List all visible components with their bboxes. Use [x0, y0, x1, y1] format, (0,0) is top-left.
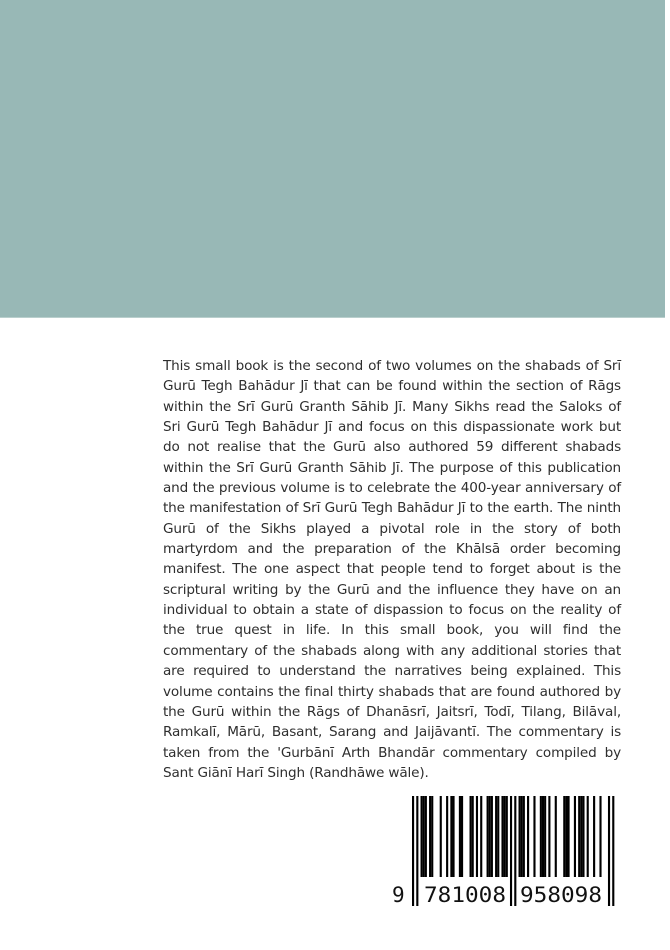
- back-cover-blurb: This small book is the second of two volumes on the shabads of Srī Gurū Tegh Bahādur Jī that can be found within the section of Rāgs within the Srī Gurū Granth Sāhib Jī. Many Sikhs read the Saloks of Sri Gurū Tegh Bahādur Jī and focus on this dispassionate work but do not realise that the Gurū also authored 59 different shabads within the Srī Gurū Granth Sāhib Jī. The purpose of this publication and the previous volume is to celebrate the 400-year anniversary of the manifestation of Srī Gurū Tegh Bahādur Jī to the earth. The ninth Gurū of the Sikhs played a pivotal role in the story of both martyrdom and the preparation of the Khālsā order becoming manifest. The one aspect that people tend to forget about is the scriptural writing by the Gurū and the influence they have on an individual to obtain a state of dispassion to focus on the reality of the true quest in life. In this small book, you will find the commentary of the shabads along with any additional stories that are required to understand the narratives being explained. This volume contains the final thirty shabads that are found authored by the Gurū within the Rāgs of Dhanāsrī, Jaitsrī, Todī, Tilang, Bilāval, Ramkalī, Mārū, Basant, Sarang and Jaijāvantī. The commentary is taken from the 'Gurbānī Arth Bhandār commentary compiled by Sant Giānī Harī Singh (Randhāwe wāle).: [163, 358, 621, 781]
- barcode-graphic: [390, 792, 630, 912]
- barcode-left-digits: 781008: [424, 883, 506, 907]
- barcode-right-digits: 958098: [520, 883, 602, 907]
- isbn-barcode: [390, 792, 630, 912]
- cover-top-panel: [0, 0, 665, 317]
- barcode-lead-digit: 9: [392, 883, 405, 907]
